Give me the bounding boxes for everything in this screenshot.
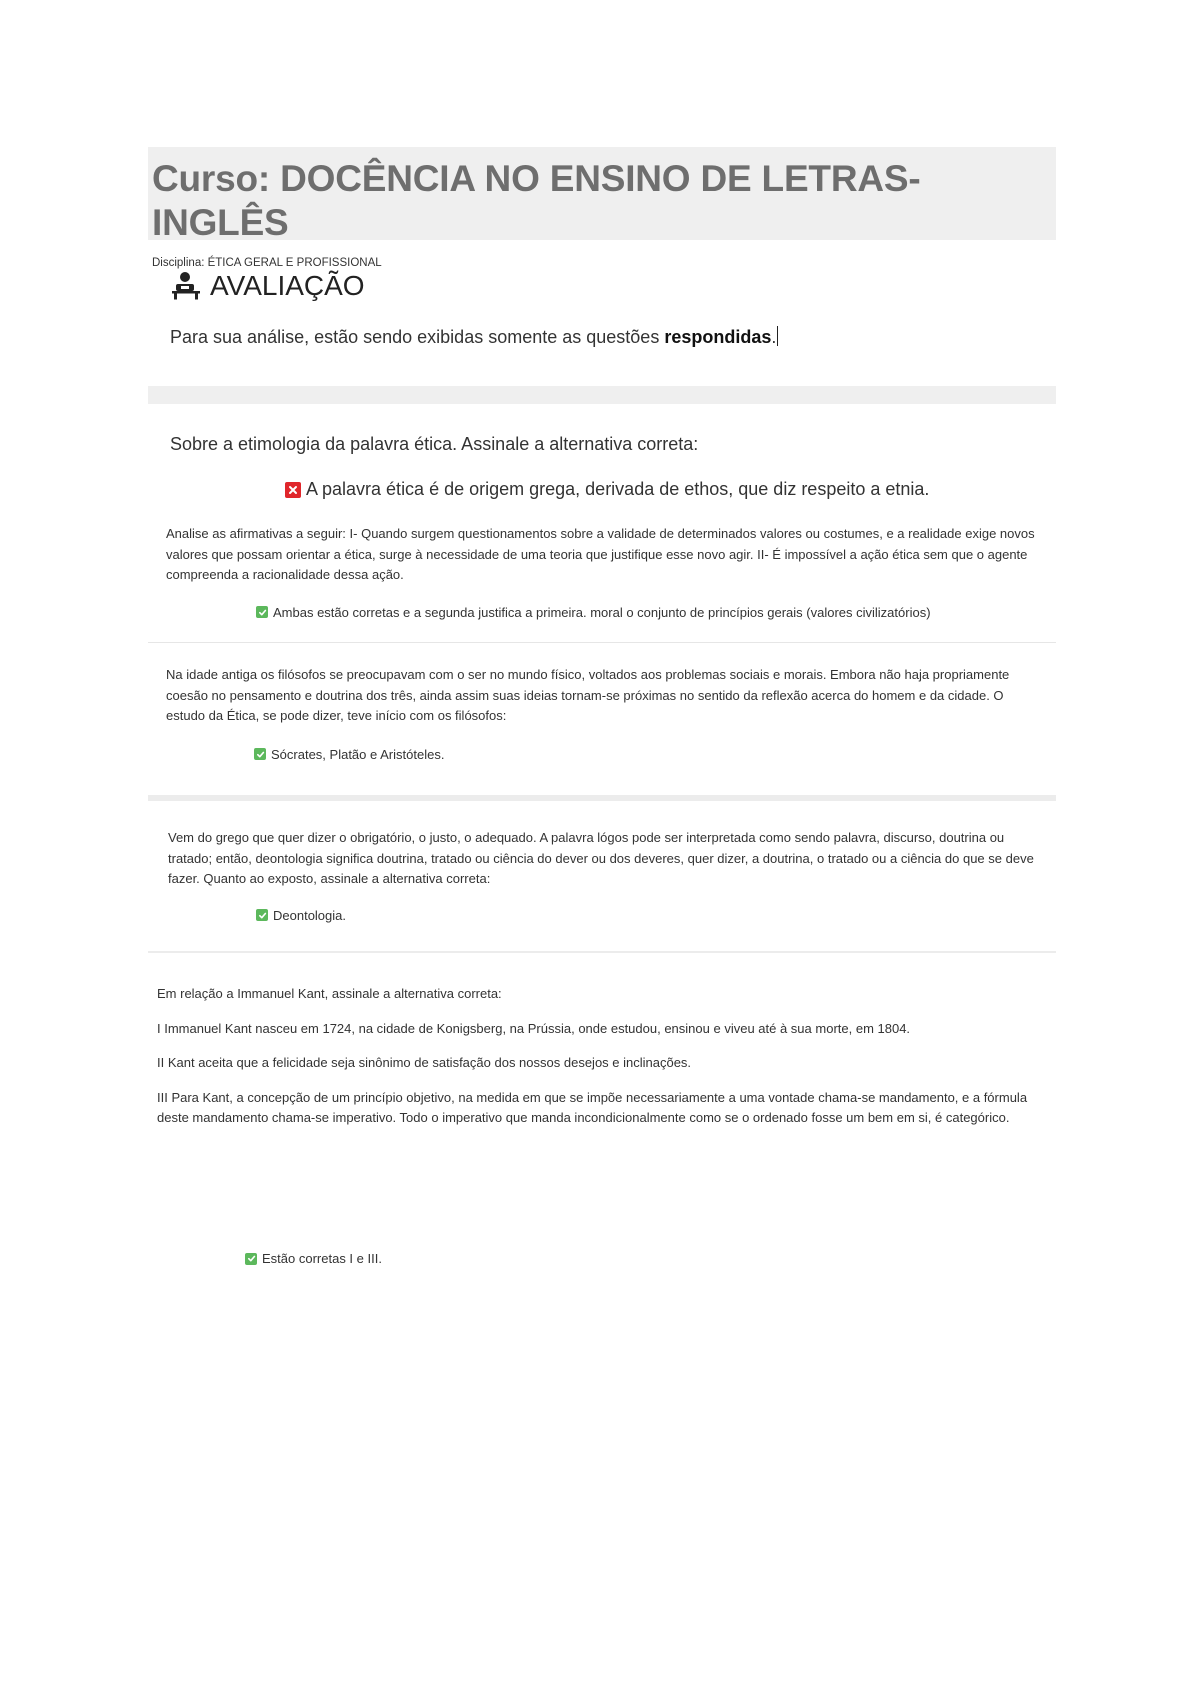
- answer-text: Ambas estão corretas e a segunda justifica a primeira. moral o conjunto de princípios gerais (valores civilizatórios): [273, 604, 931, 620]
- check-icon: [256, 606, 268, 618]
- answer-text: Deontologia.: [273, 907, 346, 923]
- x-mark-icon: [285, 482, 301, 498]
- check-icon: [256, 909, 268, 921]
- question-text: Vem do grego que quer dizer o obrigatório, o justo, o adequado. A palavra lógos pode ser interpretada como sendo palavra, discurso, doutrina ou tratado; então, deontologia significa doutrina, tratado ou ciência do dever ou dos deveres, quer dizer, a doutrina, o tratado ou a ciência do que se deve fazer. Quanto ao exposto, assinale a alternativa correta:: [168, 830, 1034, 886]
- teacher-desk-icon: [170, 271, 202, 301]
- question-3: [148, 643, 1056, 795]
- question-2: [148, 524, 1056, 643]
- question-text: Sobre a etimologia da palavra ética. Assinale a alternativa correta:: [170, 434, 699, 454]
- statement-item-1: I Immanuel Kant nasceu em 1724, na cidade de Konigsberg, na Prússia, onde estudou, ensinou e viveu até à sua morte, em 1804.: [157, 1020, 911, 1036]
- text-cursor: [777, 326, 778, 346]
- check-icon: [254, 748, 266, 760]
- evaluation-subtitle: [170, 326, 1034, 348]
- subtitle-prefix: Para sua análise, estão sendo exibidas somente as questões: [170, 327, 665, 347]
- evaluation-title: AVALIAÇÃO: [210, 270, 365, 301]
- question-text: Analise as afirmativas a seguir: I- Quando surgem questionamentos sobre a validade de determinados valores ou costumes, e a realidade exige novos valores que possam orientar a ética, surge à necessidade de uma teoria que justifique esse novo agir. II- É impossível a ação ética sem que o agente compreenda a racionalidade dessa ação.: [166, 526, 1035, 582]
- question-4: [148, 801, 1056, 953]
- question-text: Na idade antiga os filósofos se preocupavam com o ser no mundo físico, voltados aos problemas sociais e morais. Embora não haja propriamente coesão no pensamento e doutrina dos três, ainda assim suas ideias tornam-se próximas no sentido da reflexão acerca do homem e da cidade. O estudo da Ética, se pode dizer, teve início com os filósofos:: [166, 667, 1010, 723]
- subtitle-bold: respondidas: [664, 327, 772, 347]
- evaluation-heading: [170, 270, 1034, 302]
- question-text: Em relação a Immanuel Kant, assinale a alternativa correta:: [157, 986, 502, 1001]
- answer-text: Estão corretas I e III.: [262, 1250, 382, 1266]
- statement-item-2: II Kant aceita que a felicidade seja sinônimo de satisfação dos nossos desejos e inclinações.: [157, 1055, 692, 1070]
- check-icon: [245, 1253, 257, 1265]
- course-header: [148, 147, 1056, 269]
- subtitle-suffix: .: [771, 327, 777, 347]
- discipline-label: Disciplina: ÉTICA GERAL E PROFISSIONAL: [152, 257, 382, 269]
- question-5: [148, 953, 1056, 1269]
- course-title: Curso: DOCÊNCIA NO ENSINO DE LETRAS-INGLÊS: [152, 158, 921, 243]
- answer-row: [166, 605, 1052, 620]
- section-divider: [148, 386, 1056, 404]
- page: [148, 147, 1056, 1269]
- question-1: [148, 404, 1056, 524]
- answer-row: [168, 908, 1042, 923]
- answer-row: [166, 747, 1038, 762]
- answer-text: A palavra ética é de origem grega, derivada de ethos, que diz respeito a etnia.: [306, 479, 930, 499]
- answer-text: Sócrates, Platão e Aristóteles.: [271, 746, 445, 762]
- statement-item-3: III Para Kant, a concepção de um princípio objetivo, na medida em que se impõe necessariamente a uma vontade chama-se mandamento, e a fórmula deste mandamento chama-se imperativo. Todo o imperativo que manda incondicionalmente como se o ordenado fosse um bem em si, é categórico.: [157, 1089, 1028, 1125]
- answer-row: [157, 1249, 1042, 1270]
- answer-row: [170, 479, 1034, 500]
